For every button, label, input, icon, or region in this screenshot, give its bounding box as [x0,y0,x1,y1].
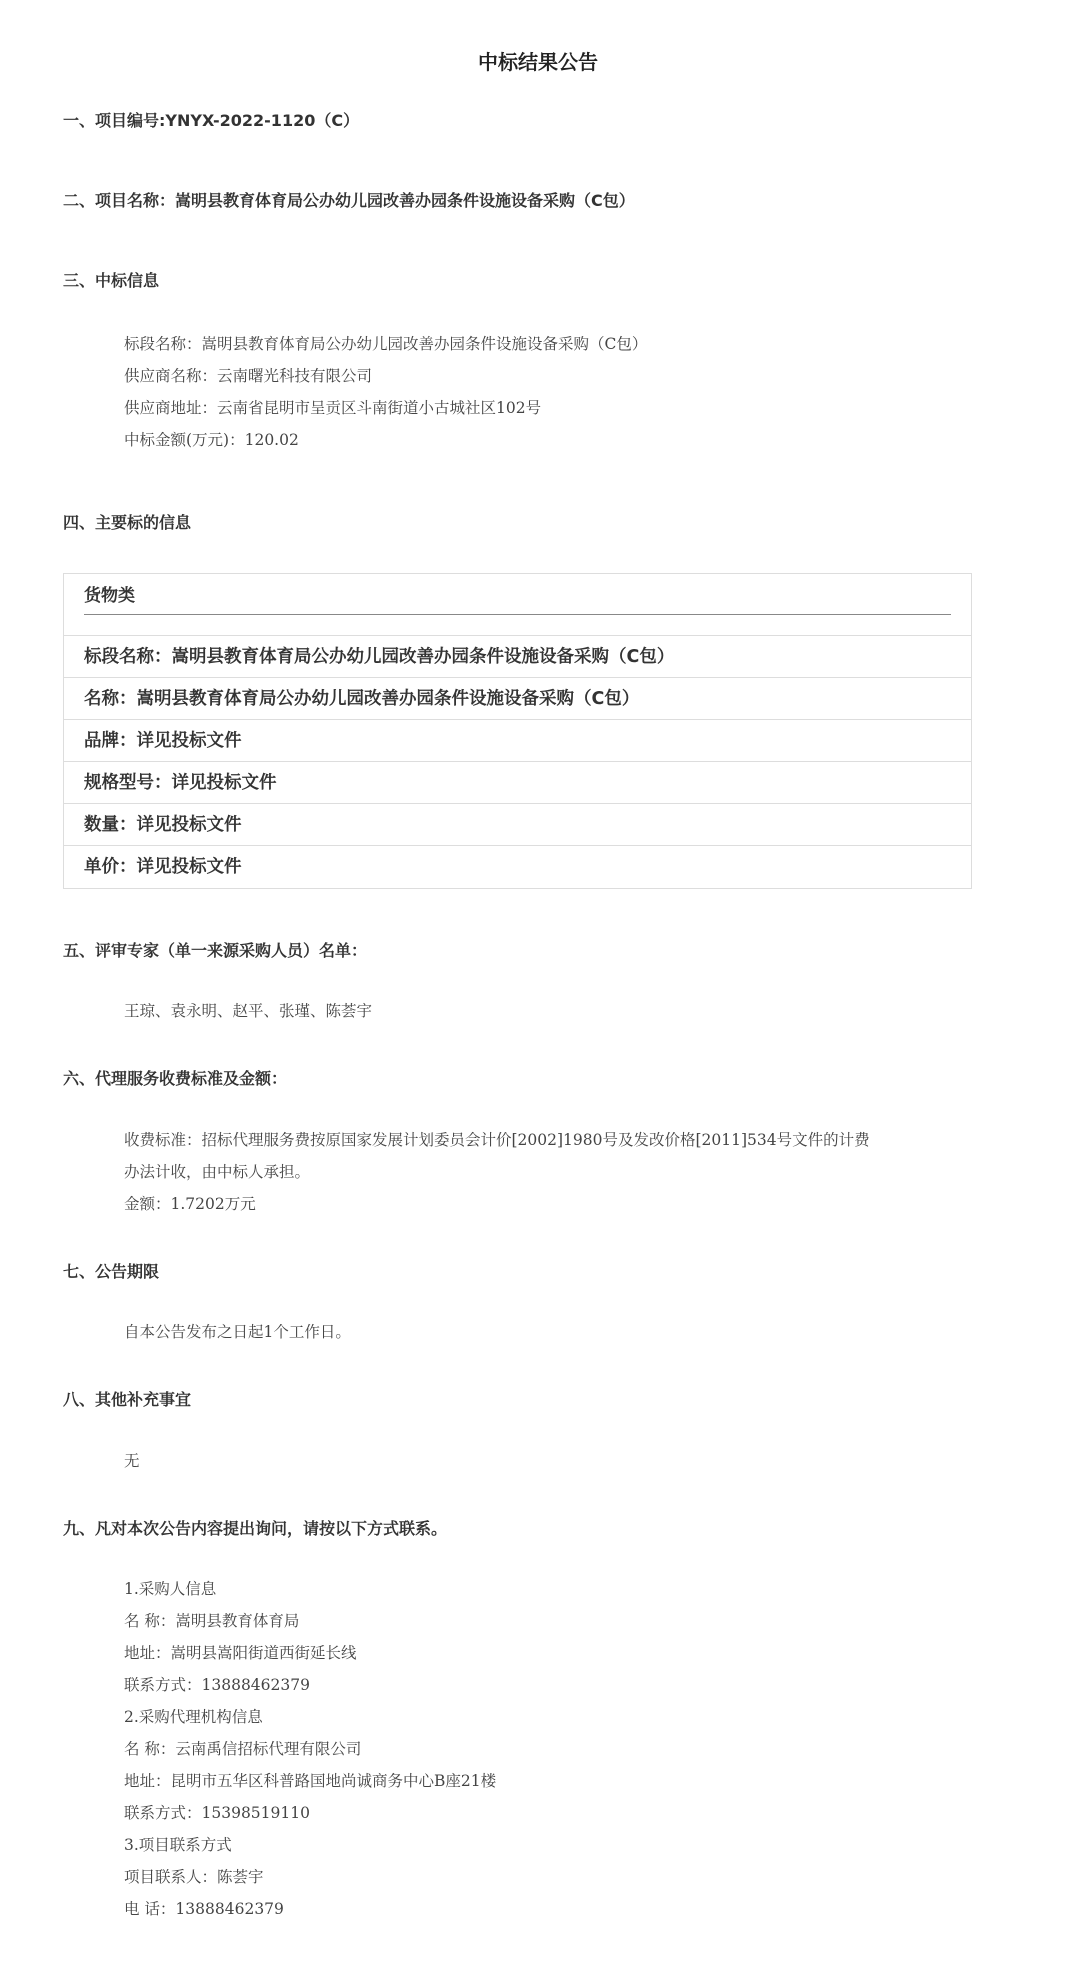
contact-purchaser-title: 1.采购人信息 [124,1580,217,1598]
section-fee-heading: 六、代理服务收费标准及金额： [63,1069,288,1088]
contact-project-phone: 电 话：13888462379 [124,1900,284,1918]
award-lot-name: 标段名称：嵩明县教育体育局公办幼儿园改善办园条件设施设备采购（C包） [124,335,648,353]
contact-block [124,1573,496,1925]
fee-amount: 金额：1.7202万元 [124,1195,256,1213]
goods-row-lot-name: 标段名称：嵩明县教育体育局公办幼儿园改善办园条件设施设备采购（C包） [64,636,971,678]
contact-purchaser-address: 地址：嵩明县嵩阳街道西街延长线 [124,1644,357,1662]
fee-standard-cont: 办法计收，由中标人承担。 [124,1163,311,1181]
contact-agency-title: 2.采购代理机构信息 [124,1708,263,1726]
page-title: 中标结果公告 [478,50,598,74]
section-other-heading: 八、其他补充事宜 [63,1390,192,1409]
experts-list: 王琼、袁永明、赵平、张瑾、陈荟宇 [124,1002,373,1020]
section-experts-heading: 五、评审专家（单一来源采购人员）名单： [63,941,368,960]
award-amount: 中标金额(万元)：120.02 [124,431,299,449]
section-period-heading: 七、公告期限 [63,1262,160,1281]
contact-project-title: 3.项目联系方式 [124,1836,232,1854]
goods-table-header [64,574,971,636]
section-contact-heading: 九、凡对本次公告内容提出询问，请按以下方式联系。 [63,1519,448,1538]
contact-agency-address: 地址：昆明市五华区科普路国地尚诚商务中心B座21楼 [124,1772,497,1790]
contact-purchaser-phone: 联系方式：13888462379 [124,1676,310,1694]
section-award-info-heading: 三、中标信息 [63,271,160,290]
other-block [124,1445,140,1477]
goods-row-name: 名称：嵩明县教育体育局公办幼儿园改善办园条件设施设备采购（C包） [64,678,971,720]
goods-row-quantity: 数量：详见投标文件 [64,804,971,846]
goods-table [63,573,972,889]
contact-agency-phone: 联系方式：15398519110 [124,1804,310,1822]
fee-block [124,1124,870,1220]
award-supplier-name: 供应商名称：云南曙光科技有限公司 [124,367,373,385]
goods-category: 货物类 [84,586,951,615]
goods-row-unit-price: 单价：详见投标文件 [84,857,242,877]
section-goods-heading: 四、主要标的信息 [63,513,192,532]
period-block [124,1316,351,1348]
experts-block [124,995,372,1027]
contact-purchaser-name: 名 称：嵩明县教育体育局 [124,1612,300,1630]
other-text: 无 [124,1452,140,1470]
fee-standard: 收费标准：招标代理服务费按原国家发展计划委员会计价[2002]1980号及发改价格[2011]534号文件的计费 [124,1131,870,1149]
goods-row-brand: 品牌：详见投标文件 [64,720,971,762]
section-project-name: 二、项目名称：嵩明县教育体育局公办幼儿园改善办园条件设施设备采购（C包） [63,191,635,210]
contact-agency-name: 名 称：云南禹信招标代理有限公司 [124,1740,362,1758]
period-text: 自本公告发布之日起1个工作日。 [124,1323,351,1341]
goods-row-model: 规格型号：详见投标文件 [64,762,971,804]
award-supplier-address: 供应商地址：云南省昆明市呈贡区斗南街道小古城社区102号 [124,399,542,417]
award-info-block [124,328,647,456]
section-project-number: 一、项目编号:YNYX-2022-1120（C） [63,111,360,130]
contact-project-person: 项目联系人：陈荟宇 [124,1868,264,1886]
